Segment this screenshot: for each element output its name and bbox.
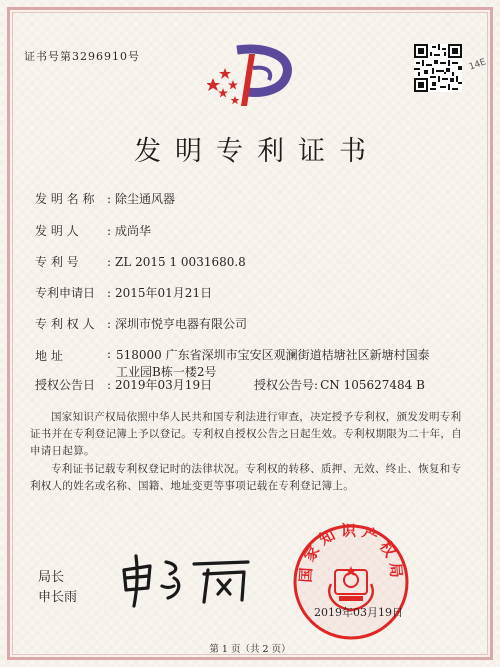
svg-text:国家知识产权局: 国家知识产权局	[296, 522, 406, 584]
field-value: 除尘通风器	[115, 192, 176, 206]
field-label: 发 明 人	[35, 224, 79, 238]
field-value: 2015年01月21日	[115, 286, 213, 300]
field-value: 2019年03月19日	[115, 378, 213, 392]
field-invention-name	[35, 190, 175, 207]
field-value: 深圳市悦亨电器有限公司	[115, 317, 248, 331]
certificate-number: 证书号第3296910号	[24, 50, 140, 63]
seal-date: 2019年03月19日	[314, 606, 403, 619]
field-label: 专 利 号	[35, 255, 79, 269]
cnipa-logo-icon	[207, 44, 293, 114]
field-label: 专利申请日	[35, 286, 96, 300]
field-patent-number	[35, 253, 246, 270]
field-value: CN 105627484 B	[320, 378, 425, 392]
field-separator: :	[107, 347, 112, 361]
field-inventor	[35, 222, 151, 239]
field-value: 成尚华	[115, 224, 152, 238]
certificate-title: 发明专利证书	[134, 136, 380, 167]
grant-statement-paragraph: 国家知识产权局依照中华人民共和国专利法进行审查，决定授予专利权，颁发发明专利证书并在专利登记簿上予以登记。专利权自授权公告之日起生效。专利权期限为二十年，自申请日起算。	[30, 411, 462, 457]
field-separator: :	[107, 286, 112, 300]
director-name: 申长雨	[38, 590, 78, 605]
page-footer: 第 1 页（共 2 页）	[209, 644, 291, 655]
field-label: 授权公告日	[35, 378, 96, 392]
field-label: 授权公告号	[254, 378, 315, 392]
qr-code-icon	[414, 44, 462, 92]
field-value: ZL 2015 1 0031680.8	[115, 255, 246, 269]
director-title: 局长	[38, 570, 65, 585]
field-label: 发 明 名 称	[35, 192, 95, 206]
field-separator: :	[107, 224, 112, 238]
field-application-date	[35, 284, 212, 301]
field-patentee	[35, 315, 247, 332]
field-separator: :	[107, 192, 112, 206]
field-separator: :	[107, 317, 112, 331]
field-separator: :	[107, 255, 112, 269]
field-label: 专 利 权 人	[35, 317, 95, 331]
field-grant-date	[35, 376, 212, 393]
handwritten-corner-note: 14E	[467, 57, 488, 73]
legal-status-paragraph: 专利证书记载专利权登记时的法律状况。专利权的转移、质押、无效、终止、恢复和专利权人的姓名或名称、国籍、地址变更等事项记载在专利登记簿上。	[30, 463, 462, 492]
field-separator: :	[107, 378, 112, 392]
field-label: 地 址	[35, 349, 63, 363]
field-value: 518000 广东省深圳市宝安区观澜街道桔塘社区新塘村国泰工业园B栋一楼2号	[116, 348, 430, 379]
director-signature	[118, 552, 258, 608]
official-seal-icon	[291, 522, 411, 642]
field-publication-number	[254, 376, 425, 393]
field-separator: :	[314, 378, 319, 392]
